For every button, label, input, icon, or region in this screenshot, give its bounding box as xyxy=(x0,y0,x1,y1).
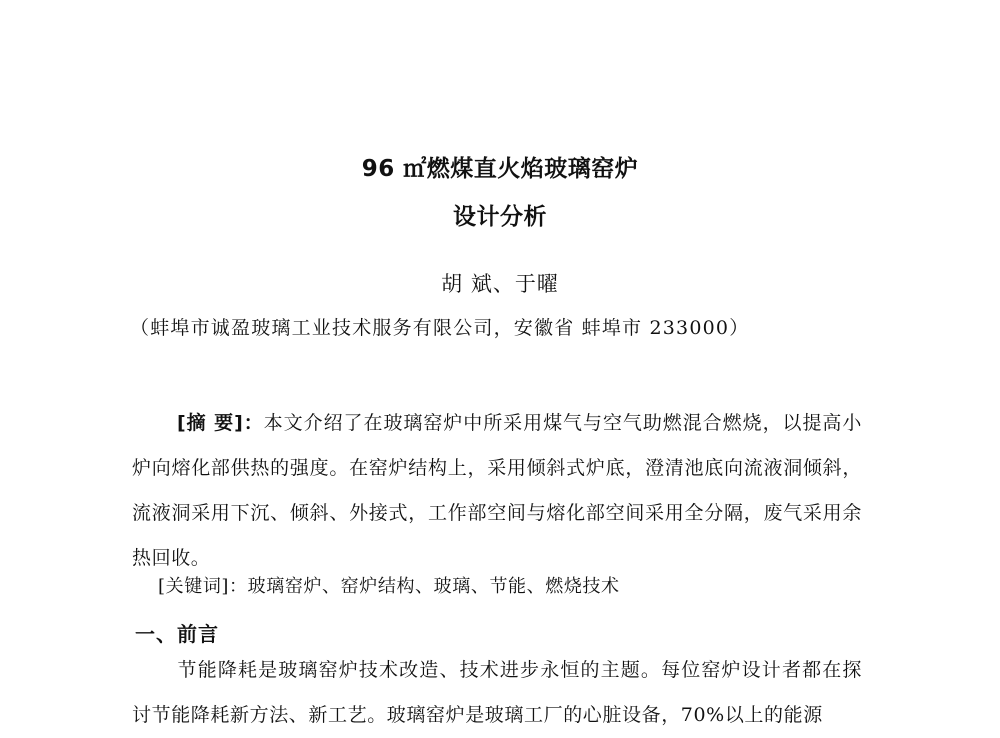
paper-title-line1: 96 ㎡燃煤直火焰玻璃窑炉 xyxy=(361,156,639,182)
authors: 胡 斌、于曜 xyxy=(441,272,559,296)
keywords-label: [关键词]： xyxy=(158,576,248,597)
keywords xyxy=(158,572,620,598)
intro-paragraph xyxy=(132,648,862,738)
section-heading: 一、前言 xyxy=(135,622,219,646)
abstract-text: 本文介绍了在玻璃窑炉中所采用煤气与空气助燃混合燃烧，以提高小炉向熔化部供热的强度。在窑炉结构上，采用倾斜式炉底，澄清池底向流液洞倾斜，流液洞采用下沉、倾斜、外接式，工作部空间与熔化部空间采用全分隔，废气采用余热回收。 xyxy=(132,412,862,569)
abstract xyxy=(132,401,862,581)
intro-text: 节能降耗是玻璃窑炉技术改造、技术进步永恒的主题。每位窑炉设计者都在探讨节能降耗新方法、新工艺。玻璃窑炉是玻璃工厂的心脏设备，70%以上的能源 xyxy=(132,659,862,726)
paper-title-line2: 设计分析 xyxy=(453,204,547,230)
affiliation: （蚌埠市诚盈玻璃工业技术服务有限公司，安徽省 蚌埠市 233000） xyxy=(130,317,750,339)
abstract-label: [摘 要]： xyxy=(177,412,264,434)
keywords-text: 玻璃窑炉、窑炉结构、玻璃、节能、燃烧技术 xyxy=(247,576,620,597)
